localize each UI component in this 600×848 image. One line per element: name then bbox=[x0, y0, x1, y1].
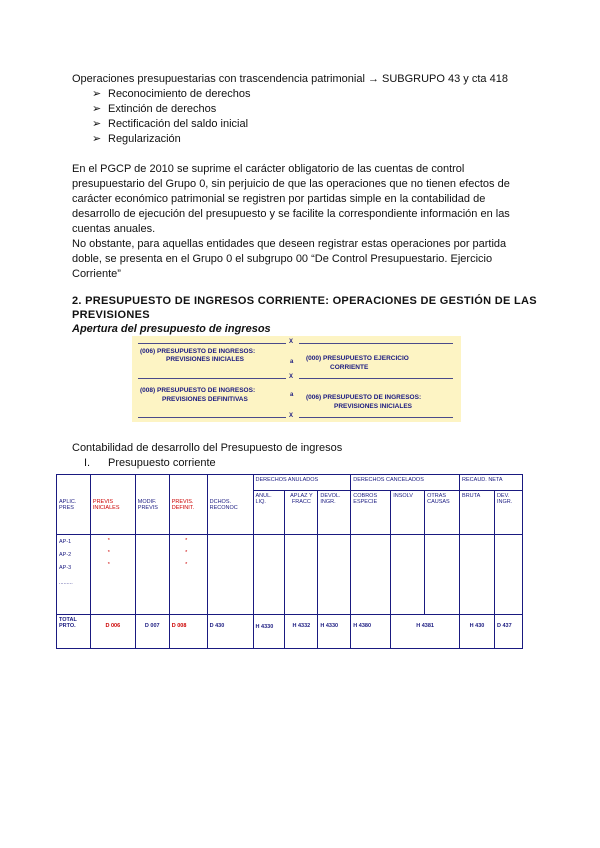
dev-item-number: I. bbox=[84, 457, 91, 469]
total-devol: H 4330 bbox=[318, 615, 351, 649]
col-header-cobros: COBROS ESPECIE bbox=[351, 491, 391, 535]
star-mark: * bbox=[185, 562, 188, 568]
paragraph-line: presupuestario del Grupo 0, sin perjuicio de que las operaciones que no tienen efectos de bbox=[72, 178, 510, 190]
star-mark: * bbox=[107, 562, 110, 568]
x-mark: X bbox=[289, 339, 294, 345]
total-dchos: D 430 bbox=[207, 615, 253, 649]
paragraph-line: doble, se presenta en el Grupo 0 el subgrupo 00 “De Control Presupuestario. Ejercicio bbox=[72, 253, 493, 265]
x-mark: X bbox=[289, 413, 294, 419]
entry1-debit-cont: PREVISIONES INICIALES bbox=[166, 356, 245, 363]
entry2-credit-cont: PREVISIONES INICIALES bbox=[334, 403, 413, 410]
paragraph-line: desarrollo de ejecución del presupuesto y se facilite la correspondiente información en las bbox=[72, 208, 510, 220]
total-previs-def: D 008 bbox=[169, 615, 207, 649]
total-bruta: H 430 bbox=[460, 615, 495, 649]
entry1-credit-cont: CORRIENTE bbox=[330, 364, 369, 371]
intro-line: Operaciones presupuestarias con trascendencia patrimonial → SUBGRUPO 43 y cta 418 bbox=[72, 73, 508, 85]
empty-cell bbox=[207, 535, 253, 615]
empty-cell bbox=[391, 535, 425, 615]
col-header-devol: DEVOL. INGR. bbox=[318, 491, 351, 535]
section-title: 2. PRESUPUESTO DE INGRESOS CORRIENTE: OPERACIONES DE GESTIÓN DE LAS bbox=[72, 295, 537, 307]
table-row: AP-1 bbox=[59, 539, 72, 545]
paragraph-line: En el PGCP de 2010 se suprime el carácter obligatorio de las cuentas de control bbox=[72, 163, 465, 175]
journal-entries-box bbox=[132, 336, 461, 422]
budget-table bbox=[56, 474, 523, 649]
total-modif: D 007 bbox=[135, 615, 169, 649]
dev-item-text: Presupuesto corriente bbox=[108, 457, 216, 469]
paragraph-line: Corriente” bbox=[72, 268, 121, 280]
table-row: ......... bbox=[59, 580, 73, 586]
col-header-insolv: INSOLV bbox=[391, 491, 425, 535]
paragraph-line: cuentas anuales. bbox=[72, 223, 156, 235]
col-header-modif: MODIF. PREVIS bbox=[135, 475, 169, 535]
empty-cell bbox=[135, 535, 169, 615]
empty-cell bbox=[460, 535, 495, 615]
total-previs-ini: D 006 bbox=[90, 615, 135, 649]
bullet-item: ➢ Extinción de derechos bbox=[92, 103, 217, 115]
total-anul: H 4330 bbox=[253, 615, 285, 649]
col-header-otras: OTRAS CAUSAS bbox=[425, 491, 460, 535]
col-header-aplic: APLIC. PRES bbox=[57, 475, 91, 535]
divider bbox=[138, 417, 286, 418]
table-row: AP-3 bbox=[59, 565, 72, 571]
empty-cell bbox=[253, 535, 285, 615]
paragraph-line: carácter económico patrimonial se registren por partidas simple en la contabilidad de bbox=[72, 193, 486, 205]
divider bbox=[138, 378, 286, 379]
bullet-item: ➢ Rectificación del saldo inicial bbox=[92, 118, 249, 130]
col-header-previs-def: PREVIS. DEFINIT. bbox=[169, 475, 207, 535]
a-mark: a bbox=[290, 392, 294, 398]
arrow-bullet-icon: ➢ bbox=[92, 88, 102, 100]
col-header-previs-ini: PREVIS INICIALES bbox=[90, 475, 135, 535]
divider bbox=[138, 343, 286, 344]
total-label: TOTAL PRTO. bbox=[57, 615, 91, 649]
entry1-credit: (000) PRESUPUESTO EJERCICIO bbox=[306, 355, 409, 362]
bullet-item: ➢ Regularización bbox=[92, 133, 181, 145]
previs-ini-cell bbox=[90, 535, 135, 615]
total-cobros: H 4380 bbox=[351, 615, 391, 649]
bullet-item: ➢ Reconocimiento de derechos bbox=[92, 88, 251, 100]
x-mark: X bbox=[289, 374, 294, 380]
table-row: AP-2 bbox=[59, 552, 72, 558]
total-insolv-otras: H 4381 bbox=[391, 615, 460, 649]
empty-cell bbox=[318, 535, 351, 615]
row-labels-cell bbox=[57, 535, 91, 615]
a-mark: a bbox=[290, 359, 294, 365]
empty-cell bbox=[425, 535, 460, 615]
empty-cell bbox=[351, 535, 391, 615]
group-header-recaud: RECAUD. NETA bbox=[460, 475, 523, 491]
col-header-bruta: BRUTA bbox=[460, 491, 495, 535]
divider bbox=[299, 378, 453, 379]
arrow-bullet-icon: ➢ bbox=[92, 133, 102, 145]
star-mark: * bbox=[107, 550, 110, 556]
col-header-dchos: DCHOS. RECONOC bbox=[207, 475, 253, 535]
col-header-anul: ANUL. LIQ. bbox=[253, 491, 285, 535]
empty-cell bbox=[494, 535, 522, 615]
entry2-credit: (006) PRESUPUESTO DE INGRESOS: bbox=[306, 394, 422, 401]
group-header-anulados: DERECHOS ANULADOS bbox=[253, 475, 351, 491]
entry2-debit-cont: PREVISIONES DEFINITIVAS bbox=[162, 396, 248, 403]
total-dev-ingr: D 437 bbox=[494, 615, 522, 649]
divider bbox=[299, 343, 453, 344]
dev-line: Contabilidad de desarrollo del Presupuesto de ingresos bbox=[72, 442, 343, 454]
star-mark: * bbox=[185, 550, 188, 556]
section-title-cont: PREVISIONES bbox=[72, 309, 150, 321]
group-header-cancelados: DERECHOS CANCELADOS bbox=[351, 475, 460, 491]
col-header-dev-ingr: DEV. INGR. bbox=[494, 491, 522, 535]
arrow-bullet-icon: ➢ bbox=[92, 118, 102, 130]
entry1-debit: (006) PRESUPUESTO DE INGRESOS: bbox=[140, 348, 256, 355]
arrow-bullet-icon: ➢ bbox=[92, 103, 102, 115]
paragraph-line: No obstante, para aquellas entidades que deseen registrar estas operaciones por partida bbox=[72, 238, 507, 250]
star-mark: * bbox=[107, 538, 110, 544]
previs-def-cell bbox=[169, 535, 207, 615]
entry2-debit: (008) PRESUPUESTO DE INGRESOS: bbox=[140, 387, 256, 394]
col-header-aplaz: APLAZ Y FRACC bbox=[285, 491, 318, 535]
star-mark: * bbox=[185, 538, 188, 544]
total-aplaz: H 4332 bbox=[285, 615, 318, 649]
divider bbox=[299, 417, 453, 418]
section-subtitle: Apertura del presupuesto de ingresos bbox=[72, 323, 271, 335]
empty-cell bbox=[285, 535, 318, 615]
